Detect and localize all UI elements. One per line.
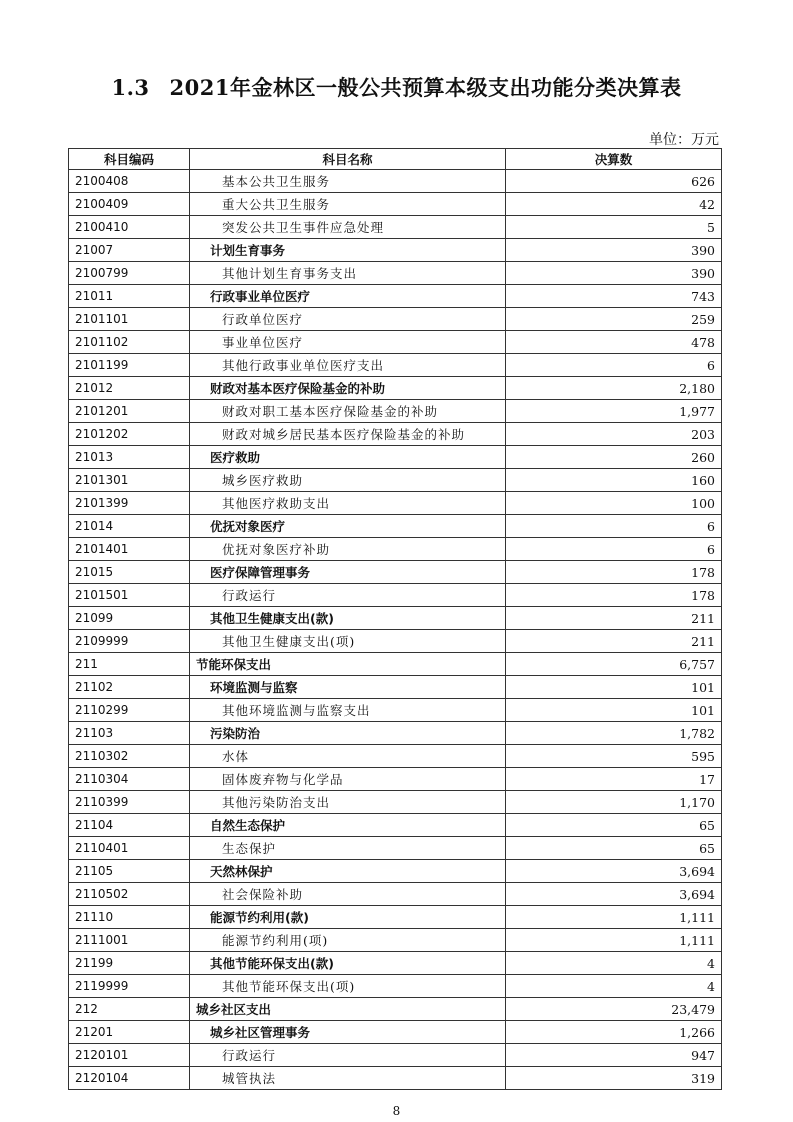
row-name: 医疗保障管理事务 [190,561,506,584]
table-row [69,469,722,492]
table-row [69,538,722,561]
row-amount: 23,479 [506,998,722,1021]
row-name: 优抚对象医疗补助 [190,538,506,561]
row-code: 21012 [69,377,190,400]
section-number: 1.3 [111,75,150,100]
table-row [69,607,722,630]
row-amount: 390 [506,262,722,285]
table-row [69,745,722,768]
row-amount: 6 [506,354,722,377]
table-row [69,216,722,239]
table-row [69,998,722,1021]
row-name: 城乡社区支出 [190,998,506,1021]
row-code: 2111001 [69,929,190,952]
row-amount: 1,782 [506,722,722,745]
table-row [69,837,722,860]
row-name: 城乡医疗救助 [190,469,506,492]
table-row [69,630,722,653]
row-amount: 101 [506,676,722,699]
unit-label: 单位：万元 [649,132,719,148]
row-code: 21104 [69,814,190,837]
table-row [69,929,722,952]
row-amount: 6,757 [506,653,722,676]
row-amount: 42 [506,193,722,216]
row-name: 水体 [190,745,506,768]
row-amount: 17 [506,768,722,791]
row-amount: 211 [506,630,722,653]
table-row [69,722,722,745]
row-code: 2110399 [69,791,190,814]
row-name: 节能环保支出 [190,653,506,676]
row-code: 2101401 [69,538,190,561]
header-row [69,149,722,170]
row-amount: 2,180 [506,377,722,400]
row-code: 2110502 [69,883,190,906]
row-amount: 65 [506,814,722,837]
row-amount: 319 [506,1067,722,1090]
row-code: 2101202 [69,423,190,446]
row-name: 能源节约利用(款) [190,906,506,929]
row-code: 211 [69,653,190,676]
row-name: 其他污染防治支出 [190,791,506,814]
row-amount: 478 [506,331,722,354]
row-name: 财政对职工基本医疗保险基金的补助 [190,400,506,423]
row-code: 21099 [69,607,190,630]
table-row [69,584,722,607]
row-amount: 65 [506,837,722,860]
row-amount: 595 [506,745,722,768]
row-name: 计划生育事务 [190,239,506,262]
table-row [69,791,722,814]
table-row [69,1067,722,1090]
table-row [69,515,722,538]
row-name: 财政对城乡居民基本医疗保险基金的补助 [190,423,506,446]
table-row [69,860,722,883]
table-row [69,193,722,216]
table-row [69,239,722,262]
row-code: 2101501 [69,584,190,607]
row-name: 行政事业单位医疗 [190,285,506,308]
table-row [69,883,722,906]
table-body [69,170,722,1090]
row-name: 生态保护 [190,837,506,860]
row-name: 基本公共卫生服务 [190,170,506,193]
table-row [69,170,722,193]
row-amount: 178 [506,584,722,607]
row-code: 2100409 [69,193,190,216]
row-code: 2110299 [69,699,190,722]
table-row [69,285,722,308]
table-row [69,377,722,400]
table-row [69,1021,722,1044]
row-code: 2101199 [69,354,190,377]
row-amount: 211 [506,607,722,630]
row-name: 城管执法 [190,1067,506,1090]
row-amount: 6 [506,538,722,561]
table-row [69,331,722,354]
row-name: 城乡社区管理事务 [190,1021,506,1044]
table-row [69,1044,722,1067]
row-amount: 3,694 [506,860,722,883]
row-amount: 1,266 [506,1021,722,1044]
row-amount: 160 [506,469,722,492]
row-amount: 100 [506,492,722,515]
row-name: 其他卫生健康支出(款) [190,607,506,630]
row-amount: 5 [506,216,722,239]
row-code: 2110302 [69,745,190,768]
row-amount: 3,694 [506,883,722,906]
row-amount: 1,977 [506,400,722,423]
row-code: 21011 [69,285,190,308]
row-code: 2119999 [69,975,190,998]
table-row [69,400,722,423]
row-name: 行政运行 [190,1044,506,1067]
table-row [69,975,722,998]
row-code: 21015 [69,561,190,584]
row-amount: 626 [506,170,722,193]
row-amount: 1,111 [506,906,722,929]
row-amount: 178 [506,561,722,584]
row-code: 21102 [69,676,190,699]
row-amount: 1,170 [506,791,722,814]
table-row [69,423,722,446]
row-code: 2110304 [69,768,190,791]
header-amount: 决算数 [506,149,722,170]
header-code: 科目编码 [69,149,190,170]
page-title [0,72,793,102]
row-amount: 947 [506,1044,722,1067]
row-name: 其他医疗救助支出 [190,492,506,515]
row-amount: 101 [506,699,722,722]
row-name: 自然生态保护 [190,814,506,837]
row-name: 其他行政事业单位医疗支出 [190,354,506,377]
page-number: 8 [392,1104,401,1118]
table-row [69,561,722,584]
table-row [69,952,722,975]
row-name: 财政对基本医疗保险基金的补助 [190,377,506,400]
row-code: 21013 [69,446,190,469]
table-row [69,768,722,791]
row-amount: 4 [506,952,722,975]
row-code: 2101301 [69,469,190,492]
table-row [69,354,722,377]
row-code: 21201 [69,1021,190,1044]
row-name: 突发公共卫生事件应急处理 [190,216,506,239]
table-row [69,699,722,722]
row-code: 21110 [69,906,190,929]
row-code: 2110401 [69,837,190,860]
row-code: 2120101 [69,1044,190,1067]
row-code: 2101201 [69,400,190,423]
row-name: 其他环境监测与监察支出 [190,699,506,722]
row-name: 医疗救助 [190,446,506,469]
row-amount: 260 [506,446,722,469]
row-name: 固体废弃物与化学品 [190,768,506,791]
row-name: 行政运行 [190,584,506,607]
row-code: 2109999 [69,630,190,653]
table-row [69,676,722,699]
row-name: 污染防治 [190,722,506,745]
row-code: 212 [69,998,190,1021]
row-name: 其他节能环保支出(款) [190,952,506,975]
row-amount: 743 [506,285,722,308]
row-name: 事业单位医疗 [190,331,506,354]
row-name: 优抚对象医疗 [190,515,506,538]
row-name: 环境监测与监察 [190,676,506,699]
row-name: 其他计划生育事务支出 [190,262,506,285]
row-amount: 390 [506,239,722,262]
row-code: 2100408 [69,170,190,193]
row-code: 2101399 [69,492,190,515]
table-row [69,308,722,331]
row-code: 2100799 [69,262,190,285]
row-code: 21007 [69,239,190,262]
row-amount: 1,111 [506,929,722,952]
table-row [69,446,722,469]
row-amount: 4 [506,975,722,998]
row-amount: 203 [506,423,722,446]
table-row [69,262,722,285]
row-code: 2101101 [69,308,190,331]
table-row [69,653,722,676]
row-name: 社会保险补助 [190,883,506,906]
row-code: 21103 [69,722,190,745]
row-code: 21199 [69,952,190,975]
row-amount: 259 [506,308,722,331]
table-row [69,814,722,837]
row-name: 其他节能环保支出(项) [190,975,506,998]
row-name: 天然林保护 [190,860,506,883]
row-code: 21014 [69,515,190,538]
table-row [69,492,722,515]
row-name: 重大公共卫生服务 [190,193,506,216]
budget-table [68,148,722,1090]
row-name: 其他卫生健康支出(项) [190,630,506,653]
row-name: 行政单位医疗 [190,308,506,331]
header-name: 科目名称 [190,149,506,170]
row-code: 2120104 [69,1067,190,1090]
row-code: 21105 [69,860,190,883]
row-name: 能源节约利用(项) [190,929,506,952]
row-code: 2100410 [69,216,190,239]
title-text: 2021年金林区一般公共预算本级支出功能分类决算表 [169,75,682,100]
table-row [69,906,722,929]
row-amount: 6 [506,515,722,538]
row-code: 2101102 [69,331,190,354]
